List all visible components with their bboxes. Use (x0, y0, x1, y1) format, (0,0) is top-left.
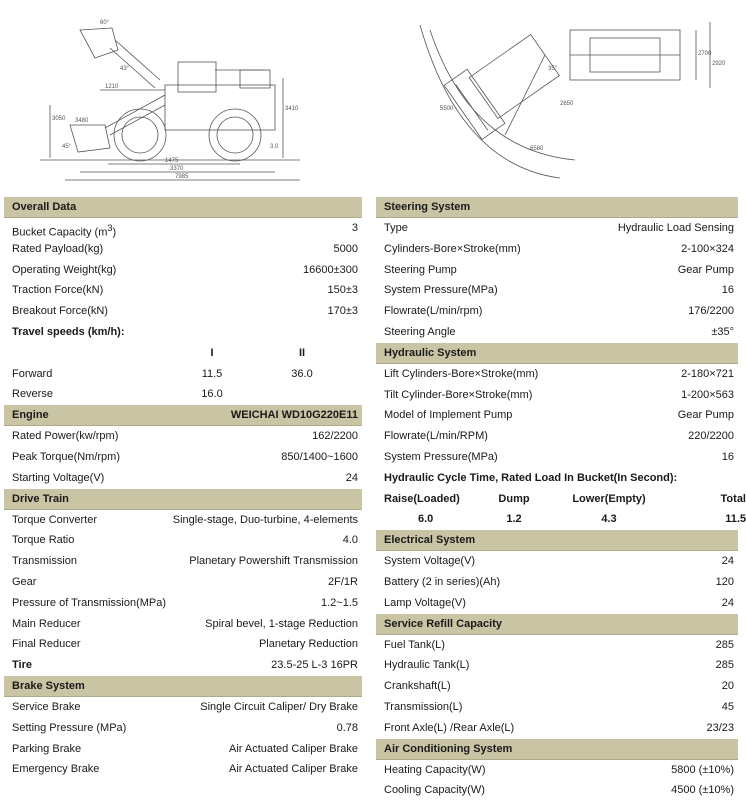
spec-label: Operating Weight(kg) (12, 263, 117, 276)
spec-row (4, 301, 362, 322)
spec-value: 3 (351, 222, 358, 234)
spec-label: System Pressure(MPa) (384, 450, 498, 463)
spec-label: Pressure of Transmission(MPa) (12, 596, 167, 609)
spec-row (4, 572, 362, 593)
spec-row (4, 697, 362, 718)
spec-value: 5000 (333, 242, 358, 255)
gear-2-label: II (298, 346, 306, 359)
spec-row (376, 260, 738, 281)
spec-row (4, 614, 362, 635)
spec-label: Emergency Brake (12, 763, 100, 776)
dim-label: 2920 (712, 61, 726, 67)
spec-label: Peak Torque(Nm/rpm) (12, 450, 120, 463)
spec-label: Flowrate(L/min/rpm) (384, 305, 483, 318)
cycle-value: 4.3 (601, 513, 617, 526)
spec-value: 220/2200 (688, 430, 734, 443)
section-header-brake-system (4, 676, 362, 697)
spec-value: 24 (721, 596, 734, 609)
spec-label: Tilt Cylinder-Bore×Stroke(mm) (384, 388, 533, 401)
spec-row (4, 447, 362, 468)
spec-label: Type (384, 222, 408, 234)
spec-value: Hydraulic Load Sensing (617, 222, 734, 234)
forward-gear-1: 11.5 (201, 367, 223, 380)
spec-value: 4500 (±10%) (671, 784, 734, 797)
spec-value: 45 (721, 700, 734, 713)
spec-value: 23/23 (706, 721, 734, 734)
dim-label: 1475 (165, 158, 179, 164)
spec-label: Cylinders-Bore×Stroke(mm) (384, 242, 521, 255)
spec-row (376, 218, 738, 239)
spec-label: System Pressure(MPa) (384, 284, 498, 297)
top-view-labels (440, 51, 726, 152)
spec-value: 176/2200 (688, 305, 734, 318)
spec-row (376, 385, 738, 406)
spec-label: Crankshaft(L) (384, 680, 451, 693)
spec-label: Rated Payload(kg) (12, 242, 104, 255)
spec-label: Gear (12, 575, 37, 588)
spec-value: 162/2200 (312, 430, 358, 443)
dim-label: 43° (120, 66, 130, 72)
section-header-air-conditioning-system (376, 739, 738, 760)
spec-row (4, 218, 362, 239)
dim-label: 5500 (440, 106, 454, 112)
spec-value: 850/1400~1600 (281, 450, 358, 463)
spec-row (376, 780, 738, 801)
section-header-service-refill-capacity (376, 614, 738, 635)
spec-row (376, 635, 738, 656)
spec-row (376, 447, 738, 468)
cycle-header: Dump (498, 492, 530, 505)
spec-row (376, 697, 738, 718)
spec-row (4, 468, 362, 489)
side-view-labels (52, 20, 299, 180)
spec-row (376, 364, 738, 385)
spec-label: Lift Cylinders-Bore×Stroke(mm) (384, 367, 539, 380)
travel-reverse-row (4, 384, 362, 405)
spec-row (376, 280, 738, 301)
spec-row (376, 551, 738, 572)
tire-label: Tire (12, 659, 32, 672)
spec-value: ±35° (711, 325, 734, 338)
spec-value: 24 (345, 471, 358, 484)
forward-label: Forward (12, 367, 53, 380)
dim-label: 35° (548, 66, 558, 72)
section-title: Drive Train (12, 492, 69, 505)
loader-drawings-svg (0, 0, 742, 190)
spec-label: Steering Angle (384, 325, 456, 338)
technical-drawings (0, 0, 742, 190)
cycle-time-values (376, 509, 746, 530)
spec-row (376, 676, 738, 697)
spec-value: 16 (721, 284, 734, 297)
spec-value: 1-200×563 (681, 388, 734, 401)
spec-value: Air Actuated Caliper Brake (228, 763, 358, 776)
spec-value: Gear Pump (677, 263, 734, 276)
dim-label: 3050 (52, 116, 66, 122)
dim-label: 60° (100, 20, 110, 26)
spec-label: Breakout Force(kN) (12, 305, 108, 318)
section-title: Brake System (12, 679, 85, 692)
spec-row (4, 280, 362, 301)
spec-value: Air Actuated Caliper Brake (228, 742, 358, 755)
spec-label: Flowrate(L/min/RPM) (384, 430, 488, 443)
spec-row (4, 239, 362, 260)
spec-label: Torque Converter (12, 513, 97, 526)
section-header-drive-train (4, 489, 362, 510)
section-header-electrical-system (376, 530, 738, 551)
spec-value: 20 (721, 680, 734, 693)
spec-row (376, 426, 738, 447)
section-header-hydraulic-system (376, 343, 738, 364)
spec-row (376, 405, 738, 426)
spec-label: Service Brake (12, 700, 81, 713)
spec-value: 5800 (±10%) (671, 763, 734, 776)
forward-gear-2: 36.0 (291, 367, 313, 380)
dim-label: 1210 (105, 84, 119, 90)
section-title: Service Refill Capacity (384, 617, 503, 630)
spec-label: Setting Pressure (MPa) (12, 721, 127, 734)
spec-row (376, 572, 738, 593)
spec-row (4, 759, 362, 780)
reverse-label: Reverse (12, 388, 53, 401)
spec-value: 120 (715, 575, 734, 588)
spec-label: Cooling Capacity(W) (384, 784, 485, 797)
spec-row (4, 593, 362, 614)
dim-label: 3370 (170, 166, 184, 172)
top-view-drawing (420, 22, 710, 178)
spec-row (376, 239, 738, 260)
spec-label: Fuel Tank(L) (384, 638, 445, 651)
spec-value: 0.78 (336, 721, 358, 734)
section-title: Electrical System (384, 534, 476, 547)
spec-label: Final Reducer (12, 638, 81, 651)
spec-label: Lamp Voltage(V) (384, 596, 466, 609)
spec-value: 285 (715, 638, 734, 651)
spec-label: Battery (2 in series)(Ah) (384, 575, 501, 588)
gear-1-label: I (210, 346, 214, 359)
spec-value: 2F/1R (328, 575, 358, 588)
spec-value: 2-100×324 (681, 242, 734, 255)
spec-value: Planetary Powershift Transmission (189, 555, 358, 568)
dim-label: 3480 (75, 118, 89, 124)
spec-value: 285 (715, 659, 734, 672)
spec-label: Steering Pump (384, 263, 457, 276)
spec-row (4, 718, 362, 739)
spec-label: Traction Force(kN) (12, 284, 104, 297)
spec-row (4, 260, 362, 281)
spec-value: 2-180×721 (681, 367, 734, 380)
spec-row (376, 655, 738, 676)
section-title: Engine (12, 409, 49, 422)
spec-value: Single Circuit Caliper/ Dry Brake (200, 700, 358, 713)
dim-label: 6580 (530, 146, 544, 152)
dim-label: 3.0 (270, 144, 279, 150)
spec-value: 16 (721, 450, 734, 463)
spec-value: 24 (721, 555, 734, 568)
dim-label: 2650 (560, 101, 574, 107)
dim-label: 45° (62, 144, 72, 150)
spec-value: Gear Pump (677, 409, 734, 422)
section-title: Air Conditioning System (384, 742, 513, 755)
spec-value: Spiral bevel, 1-stage Reduction (205, 617, 358, 630)
right-spec-column (376, 197, 746, 801)
spec-label: Main Reducer (12, 617, 81, 630)
spec-value: Planetary Reduction (258, 638, 358, 651)
cycle-value: 6.0 (418, 513, 434, 526)
spec-row (4, 551, 362, 572)
engine-model: WEICHAI WD10G220E11 (230, 409, 358, 422)
spec-value: 16600±300 (303, 263, 358, 276)
spec-label: Transmission (12, 555, 77, 568)
cycle-time-header (376, 489, 746, 510)
spec-row (376, 760, 738, 781)
spec-row (4, 426, 362, 447)
travel-gear-header (4, 343, 362, 364)
spec-row (376, 718, 738, 739)
spec-row (376, 593, 738, 614)
spec-label: Heating Capacity(W) (384, 763, 486, 776)
cycle-value: 1.2 (506, 513, 522, 526)
tire-row (4, 655, 362, 676)
spec-value: Single-stage, Duo-turbine, 4-elements (172, 513, 358, 526)
section-header-overall-data (4, 197, 362, 218)
section-header-engine (4, 405, 362, 426)
travel-speeds-title: Travel speeds (km/h): (12, 325, 125, 338)
section-header-steering-system (376, 197, 738, 218)
section-title: Steering System (384, 201, 471, 213)
spec-value: 150±3 (327, 284, 358, 297)
cycle-header: Lower(Empty) (572, 492, 646, 505)
spec-row (376, 322, 738, 343)
reverse-gear-1: 16.0 (201, 388, 223, 401)
spec-value: 1.2~1.5 (320, 596, 358, 609)
dim-label: 2700 (698, 51, 712, 57)
spec-label: Rated Power(kw/rpm) (12, 430, 119, 443)
travel-forward-row (4, 364, 362, 385)
section-title: Hydraulic System (384, 346, 477, 359)
spec-label: Torque Ratio (12, 534, 75, 547)
spec-row (4, 634, 362, 655)
dim-label: 3410 (285, 106, 299, 112)
dim-label: 7985 (175, 174, 189, 180)
left-spec-column (4, 197, 362, 780)
cycle-time-title: Hydraulic Cycle Time, Rated Load In Bucket(In Second): (384, 471, 678, 484)
spec-label: Model of Implement Pump (384, 409, 513, 422)
spec-label: Starting Voltage(V) (12, 471, 105, 484)
spec-label: Hydraulic Tank(L) (384, 659, 470, 672)
spec-value: 170±3 (327, 305, 358, 318)
spec-row (4, 510, 362, 531)
spec-label: Bucket Capacity $(m^3)$ (12, 223, 117, 239)
section-title: Overall Data (12, 201, 77, 213)
spec-row (376, 301, 738, 322)
spec-label: System Voltage(V) (384, 555, 476, 568)
tire-value: 23.5-25 L-3 16PR (271, 659, 358, 672)
cycle-header: Total (720, 492, 746, 505)
cycle-value: 11.5 (725, 513, 746, 526)
spec-value: 4.0 (342, 534, 358, 547)
spec-row (4, 739, 362, 760)
spec-label: Transmission(L) (384, 700, 463, 713)
spec-label: Front Axle(L) /Rear Axle(L) (384, 721, 515, 734)
spec-row (4, 530, 362, 551)
spec-label: Parking Brake (12, 742, 82, 755)
cycle-header: Raise(Loaded) (384, 492, 460, 505)
